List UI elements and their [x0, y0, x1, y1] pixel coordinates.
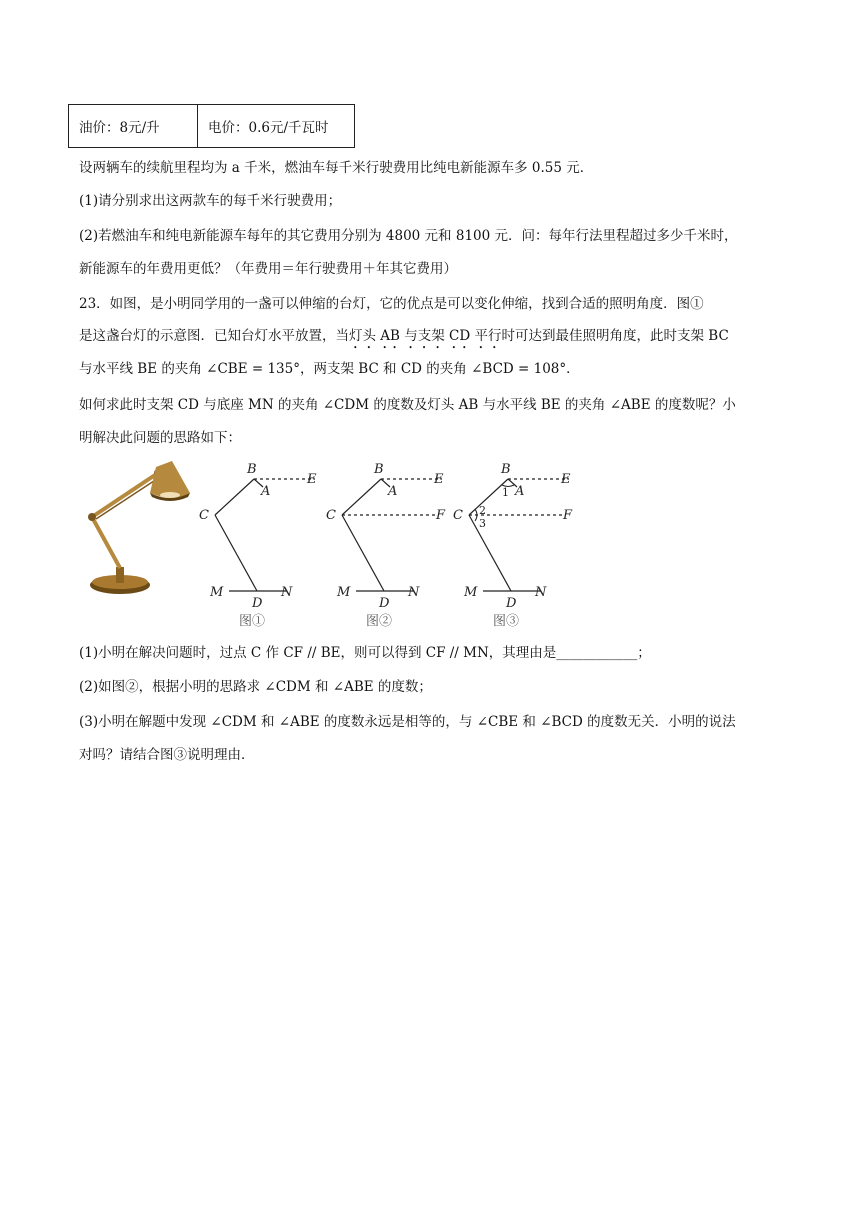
fig2-label-A: A — [388, 484, 398, 499]
q22-part1: (1)请分别求出这两款车的每千米行驶费用； — [79, 193, 342, 209]
figures — [70, 455, 590, 635]
fig1-label-D: D — [252, 596, 263, 611]
fig2-label-F: F — [436, 508, 446, 523]
q23-part1: (1)小明在解决问题时，过点 C 作 CF // BE，则可以得到 CF // MN，其理由是____________； — [79, 645, 651, 661]
fig3-angle-2: 2 — [479, 504, 486, 517]
fig1-label-N: N — [281, 585, 293, 600]
fig2-label-B: B — [374, 462, 384, 477]
fig1-label-E: E — [307, 472, 317, 487]
fig3-label-D: D — [506, 596, 517, 611]
q23-line3: 与水平线 BE 的夹角 ∠CBE = 135°，两支架 BC 和 CD 的夹角 ∠BCD = 108°． — [79, 361, 580, 377]
fig2-label-D: D — [379, 596, 390, 611]
q23-line2-emphasis: 灯头 AB 与支架 CD 平行 — [349, 328, 502, 344]
q23-line2-a: 是这盏台灯的示意图．已知台灯水平放置，当 — [79, 328, 349, 344]
q22-part2-line1: (2)若燃油车和纯电新能源车每年的其它费用分别为 4800 元和 8100 元．问：每年行法里程超过多少千米时， — [79, 228, 738, 244]
q22-intro: 设两辆车的续航里程均为 a 千米，燃油车每千米行驶费用比纯电新能源车多 0.55 元． — [79, 160, 594, 176]
fig3-caption: 图③ — [493, 614, 520, 629]
q23-line5: 明解决此问题的思路如下： — [79, 430, 241, 446]
q23-part3-line2: 对吗？请结合图③说明理由． — [79, 747, 255, 763]
fig3-label-E: E — [561, 472, 571, 487]
q23-line4: 如何求此时支架 CD 与底座 MN 的夹角 ∠CDM 的度数及灯头 AB 与水平线 BE 的夹角 ∠ABE 的度数呢？小 — [79, 397, 736, 413]
fig2-label-M: M — [337, 585, 351, 600]
fig3-angle-1: 1 — [502, 486, 509, 499]
fig1-label-C: C — [199, 508, 209, 523]
fig3-label-M: M — [464, 585, 478, 600]
fig2-label-N: N — [408, 585, 420, 600]
q23-line2-c: 时可达到最佳照明角度，此时支架 BC — [501, 328, 729, 344]
desk-lamp-image — [88, 461, 190, 594]
fig1-label-A: A — [261, 484, 271, 499]
fig3-label-N: N — [535, 585, 547, 600]
electricity-price-cell: 电价：0.6元/千瓦时 — [198, 105, 355, 148]
fig2-label-C: C — [326, 508, 336, 523]
fig3-angle-3: 3 — [479, 517, 486, 530]
q23-line2 — [79, 326, 729, 352]
q23-part3-line1: (3)小明在解题中发现 ∠CDM 和 ∠ABE 的度数永远是相等的，与 ∠CBE 和 ∠BCD 的度数无关．小明的说法 — [79, 714, 736, 730]
fig3-label-A: A — [515, 484, 525, 499]
q23-part2: (2)如图②，根据小明的思路求 ∠CDM 和 ∠ABE 的度数； — [79, 679, 432, 695]
q22-part2-line2: 新能源车的年费用更低？（年费用＝年行驶费用＋年其它费用） — [79, 261, 457, 277]
fig1-caption: 图① — [239, 614, 266, 629]
fig2-caption: 图② — [366, 614, 393, 629]
q23-line1: 23．如图，是小明同学用的一盏可以伸缩的台灯，它的优点是可以变化伸缩，找到合适的照明角度．图① — [79, 296, 704, 312]
fig3-label-F: F — [563, 508, 573, 523]
price-table — [68, 104, 355, 148]
oil-price-cell: 油价：8元/升 — [69, 105, 198, 148]
fig3-label-C: C — [453, 508, 463, 523]
fig2-label-E: E — [434, 472, 444, 487]
fig3-label-B: B — [501, 462, 511, 477]
fig1-label-M: M — [210, 585, 224, 600]
fig1-label-B: B — [247, 462, 257, 477]
